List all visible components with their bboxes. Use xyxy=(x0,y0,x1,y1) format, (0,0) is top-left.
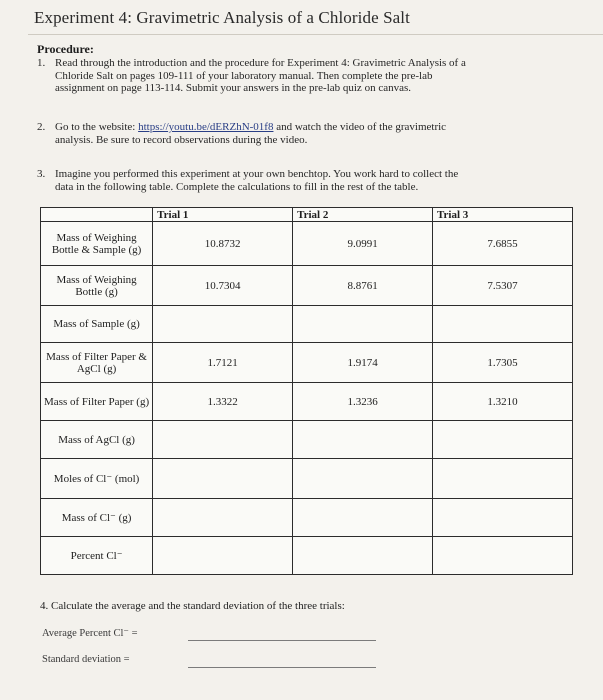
table-row xyxy=(41,266,573,306)
step-line: Chloride Salt on pages 109-111 of your laboratory manual. Then complete the pre-lab xyxy=(55,69,433,82)
step-text-segment: and watch the video of the gravimetric xyxy=(273,121,447,133)
value-cell: 10.7304 xyxy=(153,266,293,306)
stdev-answer-line[interactable] xyxy=(188,667,376,668)
table-row xyxy=(41,343,573,383)
step-line: assignment on page 113-114. Submit your answers in the pre-lab quiz on canvas. xyxy=(55,82,411,94)
step-line: analysis. Be sure to record observations during the video. xyxy=(55,133,308,146)
average-label: Average Percent Cl⁻ = xyxy=(42,628,138,639)
input-cell[interactable] xyxy=(153,459,293,499)
table-row xyxy=(41,537,573,575)
input-cell[interactable] xyxy=(433,421,573,459)
procedure-step-3 xyxy=(37,168,557,196)
table-row xyxy=(41,459,573,499)
procedure-step-2 xyxy=(37,121,557,149)
stdev-label: Standard deviation = xyxy=(42,654,130,665)
row-label: Percent Cl⁻ xyxy=(41,537,153,575)
value-cell: 1.7121 xyxy=(153,343,293,383)
header-trial-3: Trial 3 xyxy=(433,208,573,222)
row-label: Mass of Filter Paper (g) xyxy=(41,383,153,421)
row-label: Moles of Cl⁻ (mol) xyxy=(41,459,153,499)
header-trial-1: Trial 1 xyxy=(153,208,293,222)
average-answer-line[interactable] xyxy=(188,640,376,641)
input-cell[interactable] xyxy=(433,499,573,537)
step-line: data in the following table. Complete the calculations to fill in the rest of the table. xyxy=(55,180,419,193)
value-cell: 7.6855 xyxy=(433,222,573,266)
step-number: 3. xyxy=(37,168,46,180)
row-label: Mass of AgCl (g) xyxy=(41,421,153,459)
input-cell[interactable] xyxy=(293,421,433,459)
row-label: Mass of Weighing Bottle & Sample (g) xyxy=(41,222,153,266)
header-corner xyxy=(41,208,153,222)
row-label: Mass of Cl⁻ (g) xyxy=(41,499,153,537)
title-divider xyxy=(28,34,603,35)
page-title: Experiment 4: Gravimetric Analysis of a Chloride Salt xyxy=(34,8,410,27)
step-number: 2. xyxy=(37,121,46,133)
input-cell[interactable] xyxy=(153,306,293,343)
value-cell: 1.3236 xyxy=(293,383,433,421)
procedure-step-1 xyxy=(37,57,557,97)
value-cell: 10.8732 xyxy=(153,222,293,266)
step-text xyxy=(55,121,446,146)
row-label[interactable]: Mass of Sample (g) xyxy=(41,306,153,343)
table-row xyxy=(41,222,573,266)
value-cell: 9.0991 xyxy=(293,222,433,266)
step-text xyxy=(55,168,458,193)
procedure-heading: Procedure: xyxy=(37,42,94,56)
table-row xyxy=(41,421,573,459)
value-cell: 7.5307 xyxy=(433,266,573,306)
table-row xyxy=(41,306,573,343)
value-cell: 1.7305 xyxy=(433,343,573,383)
header-trial-2: Trial 2 xyxy=(293,208,433,222)
step-number: 1. xyxy=(37,57,46,69)
video-link[interactable]: https://youtu.be/dERZhN-01f8 xyxy=(138,121,274,133)
input-cell[interactable] xyxy=(293,499,433,537)
value-cell: 1.3210 xyxy=(433,383,573,421)
data-table xyxy=(40,207,573,575)
step-line: Imagine you performed this experiment at your own benchtop. You work hard to collect the xyxy=(55,168,459,180)
input-cell[interactable] xyxy=(293,537,433,575)
value-cell: 1.3322 xyxy=(153,383,293,421)
step-text xyxy=(55,57,466,95)
input-cell[interactable] xyxy=(293,306,433,343)
step-line: Read through the introduction and the procedure for Experiment 4: Gravimetric Analysis of a xyxy=(55,57,466,69)
table-header-row xyxy=(41,208,573,222)
input-cell[interactable] xyxy=(153,537,293,575)
input-cell[interactable] xyxy=(433,537,573,575)
table-row xyxy=(41,383,573,421)
row-label: Mass of Weighing Bottle (g) xyxy=(41,266,153,306)
step-text-segment: Go to the website: xyxy=(55,121,139,133)
value-cell: 8.8761 xyxy=(293,266,433,306)
value-cell: 1.9174 xyxy=(293,343,433,383)
input-cell[interactable] xyxy=(153,499,293,537)
input-cell[interactable] xyxy=(293,459,433,499)
input-cell[interactable] xyxy=(153,421,293,459)
input-cell[interactable] xyxy=(433,459,573,499)
question-4-prompt: 4. Calculate the average and the standard deviation of the three trials: xyxy=(40,600,345,612)
input-cell[interactable] xyxy=(433,306,573,343)
table-row xyxy=(41,499,573,537)
step-line xyxy=(55,121,446,134)
row-label: Mass of Filter Paper & AgCl (g) xyxy=(41,343,153,383)
